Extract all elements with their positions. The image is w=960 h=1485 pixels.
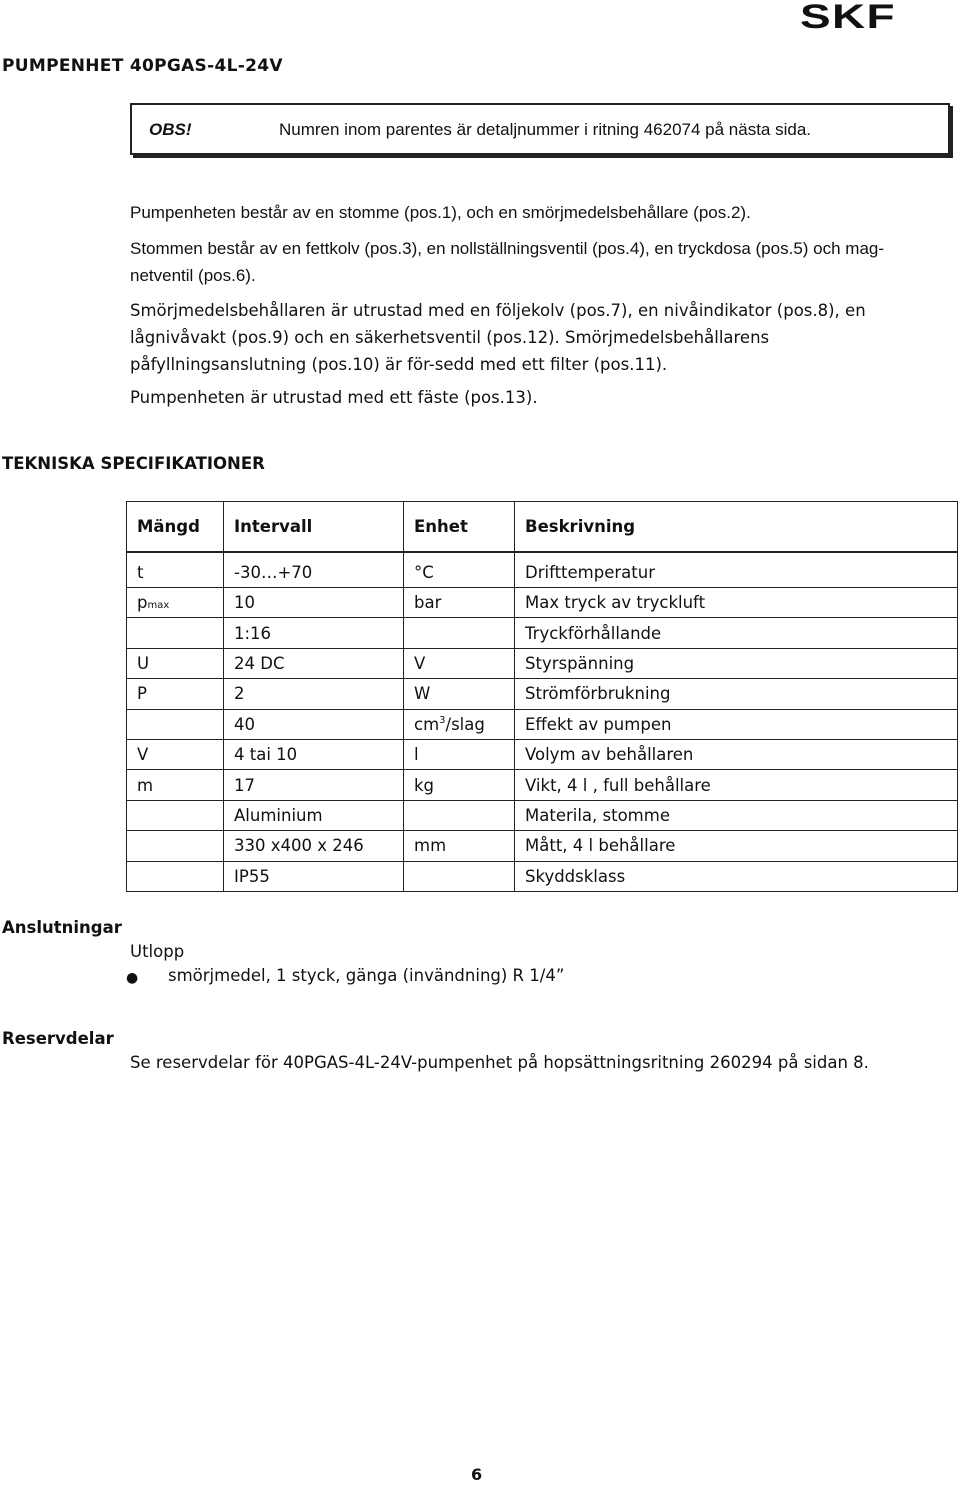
connections-bullet-text: smörjmedel, 1 styck, gänga (invändning) R 1/4” (168, 966, 565, 985)
header-unit: Enhet (404, 502, 515, 552)
unit-text: kg (414, 775, 435, 795)
cell-unit (404, 679, 515, 709)
table-row (127, 552, 958, 588)
unit-text: mm (414, 836, 447, 856)
header-description: Beskrivning (515, 502, 958, 552)
cell-description: Volym av behållaren (515, 739, 958, 769)
cell-quantity (127, 831, 224, 861)
cell-unit (404, 770, 515, 800)
cell-range: IP55 (224, 861, 404, 891)
cell-range: 40 (224, 709, 404, 739)
cell-description: Skyddsklass (515, 861, 958, 891)
table-row (127, 739, 958, 769)
unit-text: cm (414, 714, 440, 734)
cell-description: Materila, stomme (515, 800, 958, 830)
unit-superscript: 3 (439, 714, 446, 726)
cell-quantity (127, 618, 224, 648)
paragraph-3: Smörjmedelsbehållaren är utrustad med en följekolv (pos.7), en nivåindikator (pos.8), en lågnivåvakt (pos.9) och en säkerhetsventil (pos.12). Smörjmedelsbehållarens påfyllningsanslutning (pos.10) är för-sedd med ett filter (pos.11). (130, 301, 866, 374)
quantity-symbol: P (137, 684, 147, 704)
cell-range: 17 (224, 770, 404, 800)
cell-description: Max tryck av tryckluft (515, 588, 958, 618)
paragraph-1: Pumpenheten består av en stomme (pos.1), och en smörjmedelsbehållare (pos.2). (130, 203, 751, 222)
cell-range: 4 tai 10 (224, 739, 404, 769)
cell-range: Aluminium (224, 800, 404, 830)
quantity-subscript: max (147, 600, 170, 612)
cell-range: -30…+70 (224, 552, 404, 588)
header-range: Intervall (224, 502, 404, 552)
note-label: OBS! (149, 120, 192, 139)
cell-description: Effekt av pumpen (515, 709, 958, 739)
cell-description: Styrspänning (515, 648, 958, 678)
cell-quantity (127, 770, 224, 800)
cell-range: 2 (224, 679, 404, 709)
note-box (130, 103, 950, 155)
cell-unit (404, 800, 515, 830)
cell-unit (404, 709, 515, 739)
unit-suffix: /slag (445, 714, 485, 734)
skf-logo: SKF (800, 0, 896, 36)
cell-range: 24 DC (224, 648, 404, 678)
table-row (127, 709, 958, 739)
cell-description: Tryckförhållande (515, 618, 958, 648)
cell-range: 330 x400 x 246 (224, 831, 404, 861)
note-text: Numren inom parentes är detaljnummer i ritning 462074 på nästa sida. (279, 120, 812, 139)
table-header-row (127, 502, 958, 552)
cell-quantity (127, 648, 224, 678)
connections-heading: Anslutningar (2, 918, 122, 937)
cell-quantity (127, 709, 224, 739)
cell-quantity (127, 679, 224, 709)
cell-unit (404, 552, 515, 588)
cell-range: 1:16 (224, 618, 404, 648)
cell-unit (404, 618, 515, 648)
spec-table (126, 501, 958, 892)
table-row (127, 618, 958, 648)
connections-outlet-label: Utlopp (130, 942, 185, 961)
cell-description: Mått, 4 l behållare (515, 831, 958, 861)
table-row (127, 770, 958, 800)
paragraph-2: Stommen består av en fettkolv (pos.3), en nollställningsventil (pos.4), en tryckdosa (pos.5) och mag-netventil (pos.6). (130, 239, 885, 285)
table-row (127, 800, 958, 830)
cell-unit (404, 588, 515, 618)
header-quantity: Mängd (127, 502, 224, 552)
unit-text: °C (414, 563, 434, 583)
cell-quantity (127, 552, 224, 588)
unit-text: l (414, 745, 419, 765)
cell-unit (404, 831, 515, 861)
quantity-symbol: V (137, 745, 149, 765)
unit-text: V (414, 653, 426, 673)
paragraph-4: Pumpenheten är utrustad med ett fäste (pos.13). (130, 388, 538, 407)
cell-quantity (127, 800, 224, 830)
cell-description: Drifttemperatur (515, 552, 958, 588)
unit-text: bar (414, 593, 442, 613)
cell-quantity (127, 739, 224, 769)
cell-unit (404, 739, 515, 769)
quantity-symbol: m (137, 775, 154, 795)
spares-heading: Reservdelar (2, 1029, 114, 1048)
cell-quantity (127, 588, 224, 618)
table-row (127, 588, 958, 618)
cell-quantity (127, 861, 224, 891)
cell-range: 10 (224, 588, 404, 618)
table-row (127, 648, 958, 678)
spares-text: Se reservdelar för 40PGAS-4L-24V-pumpenhet på hopsättningsritning 260294 på sidan 8. (130, 1053, 869, 1072)
unit-text: W (414, 684, 431, 704)
cell-description: Strömförbrukning (515, 679, 958, 709)
table-row (127, 861, 958, 891)
cell-description: Vikt, 4 l , full behållare (515, 770, 958, 800)
cell-unit (404, 648, 515, 678)
table-row (127, 831, 958, 861)
spec-heading: TEKNISKA SPECIFIKATIONER (2, 454, 265, 473)
quantity-symbol: U (137, 653, 150, 673)
quantity-symbol: p (137, 593, 148, 613)
quantity-symbol: t (137, 563, 144, 583)
document-title: PUMPENHET 40PGAS-4L-24V (2, 56, 283, 76)
table-row (127, 679, 958, 709)
bullet-icon: ● (126, 970, 139, 986)
page-number: 6 (471, 1465, 483, 1484)
cell-unit (404, 861, 515, 891)
